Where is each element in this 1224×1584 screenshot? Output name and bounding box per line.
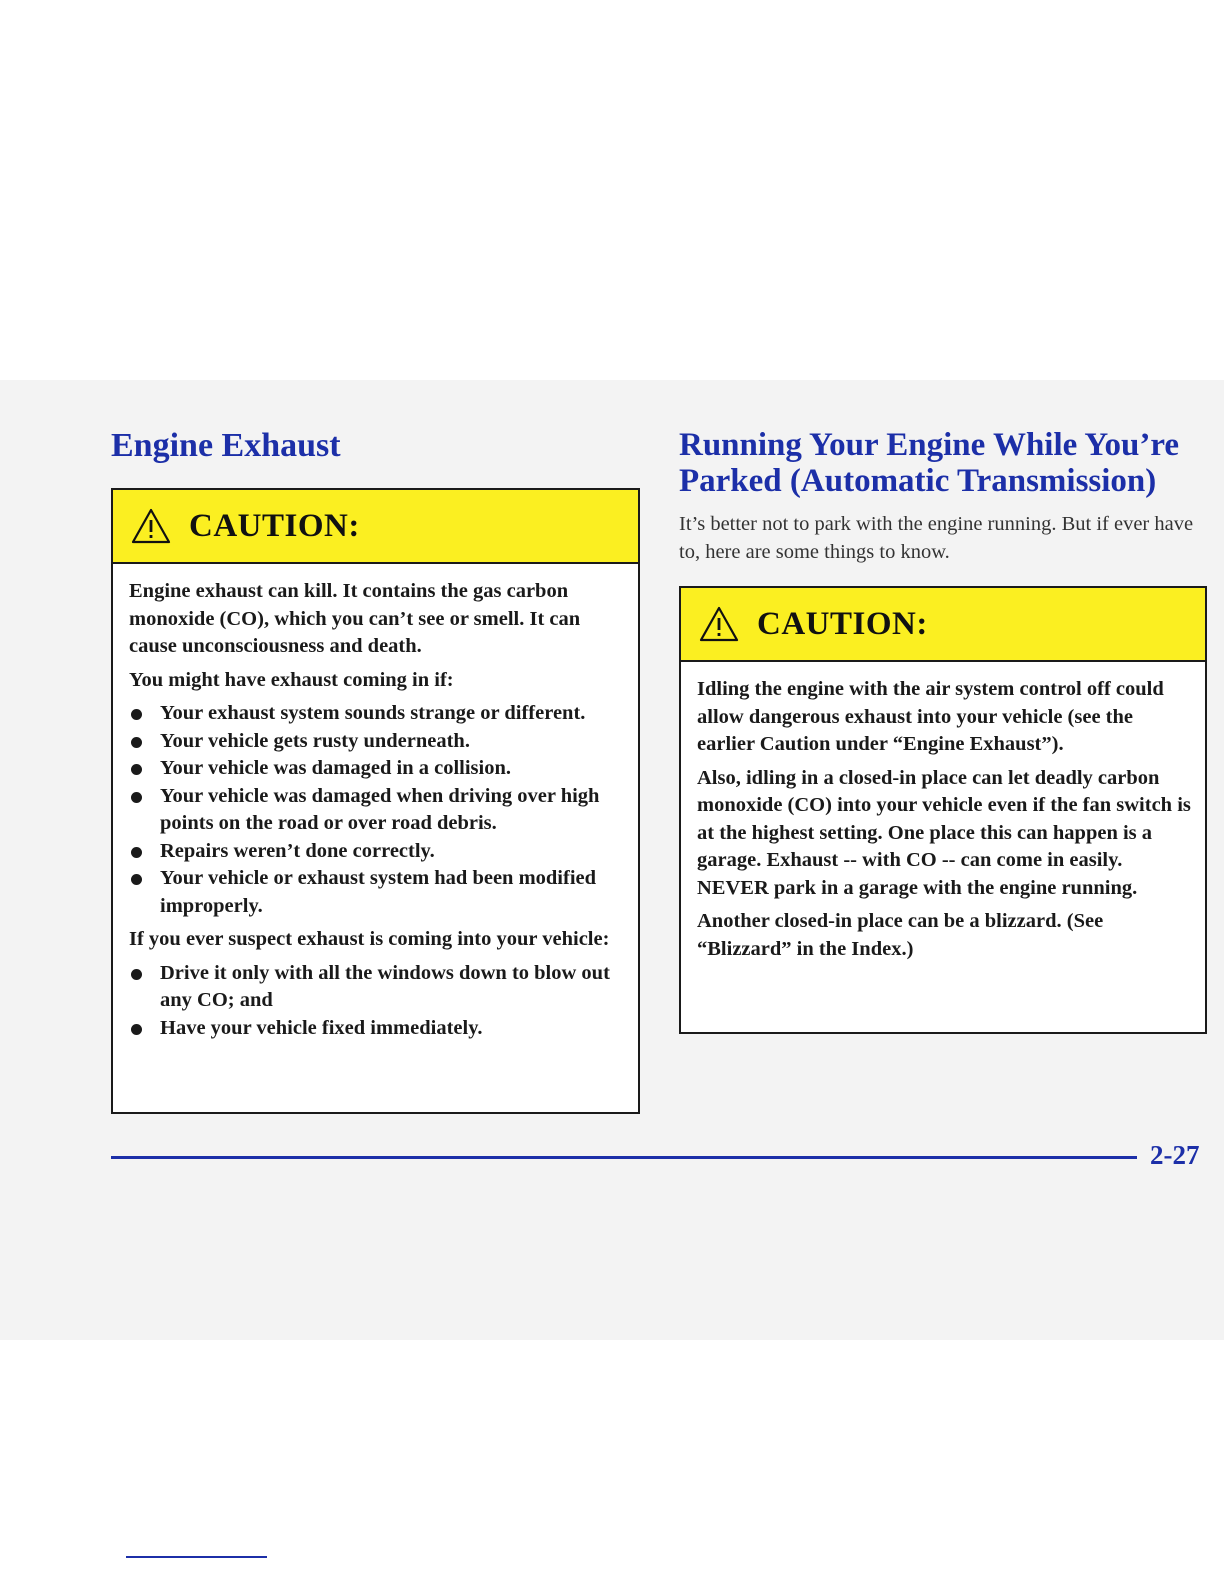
- caution-paragraph: Idling the engine with the air system control off could allow dangerous exhaust into your vehicle (see the earlier Caution under “Engine Exhaust”).: [697, 678, 1164, 755]
- caution-label: CAUTION:: [189, 507, 360, 544]
- bottom-divider: [126, 1556, 267, 1558]
- caution-intro: Engine exhaust can kill. It contains the gas carbon monoxide (CO), which you can’t see or smell. It can cause unconsciousness and death.: [129, 580, 581, 657]
- warning-triangle-icon: [699, 606, 739, 642]
- caution-body: [113, 564, 638, 1042]
- page-number: 2-27: [1150, 1140, 1200, 1170]
- caution-paragraph: Also, idling in a closed-in place can let deadly carbon monoxide (CO) into your vehicle even if the fan switch is at the highest setting. One place this can happen is a garage. Exhaust -- with CO -- can come in easily. NEVER park in a garage with the engine running.: [697, 766, 1191, 899]
- list-item: Drive it only with all the windows down to blow out any CO; and: [129, 960, 624, 1015]
- section-intro: It’s better not to park with the engine running. But if ever have to, here are some things to know.: [679, 513, 1194, 563]
- running-engine-parked-heading: Running Your Engine While You’re Parked (Automatic Transmission): [679, 427, 1180, 499]
- warning-triangle-icon: [131, 508, 171, 544]
- list-item: Repairs weren’t done correctly.: [129, 838, 624, 866]
- list-item: Your vehicle gets rusty underneath.: [129, 728, 624, 756]
- idling-caution-box: [679, 586, 1207, 1034]
- symptom-list: [129, 700, 624, 920]
- list-item: Your exhaust system sounds strange or different.: [129, 700, 624, 728]
- footer-rule: [111, 1156, 1137, 1159]
- list-intro: You might have exhaust coming in if:: [129, 668, 454, 691]
- list-intro: If you ever suspect exhaust is coming into your vehicle:: [129, 928, 610, 950]
- list-item: Your vehicle was damaged in a collision.: [129, 755, 624, 783]
- action-list: [129, 960, 624, 1043]
- caution-header: [681, 588, 1205, 662]
- list-item: Have your vehicle fixed immediately.: [129, 1015, 624, 1043]
- engine-exhaust-caution-box: [111, 488, 640, 1114]
- caution-body: [681, 662, 1205, 963]
- list-item: Your vehicle or exhaust system had been modified improperly.: [129, 865, 624, 920]
- caution-label: CAUTION:: [757, 605, 928, 642]
- caution-header: [113, 490, 638, 564]
- list-item: Your vehicle was damaged when driving over high points on the road or over road debris.: [129, 783, 624, 838]
- engine-exhaust-heading: Engine Exhaust: [111, 427, 341, 464]
- caution-paragraph: Another closed-in place can be a blizzard. (See “Blizzard” in the Index.): [697, 910, 1104, 960]
